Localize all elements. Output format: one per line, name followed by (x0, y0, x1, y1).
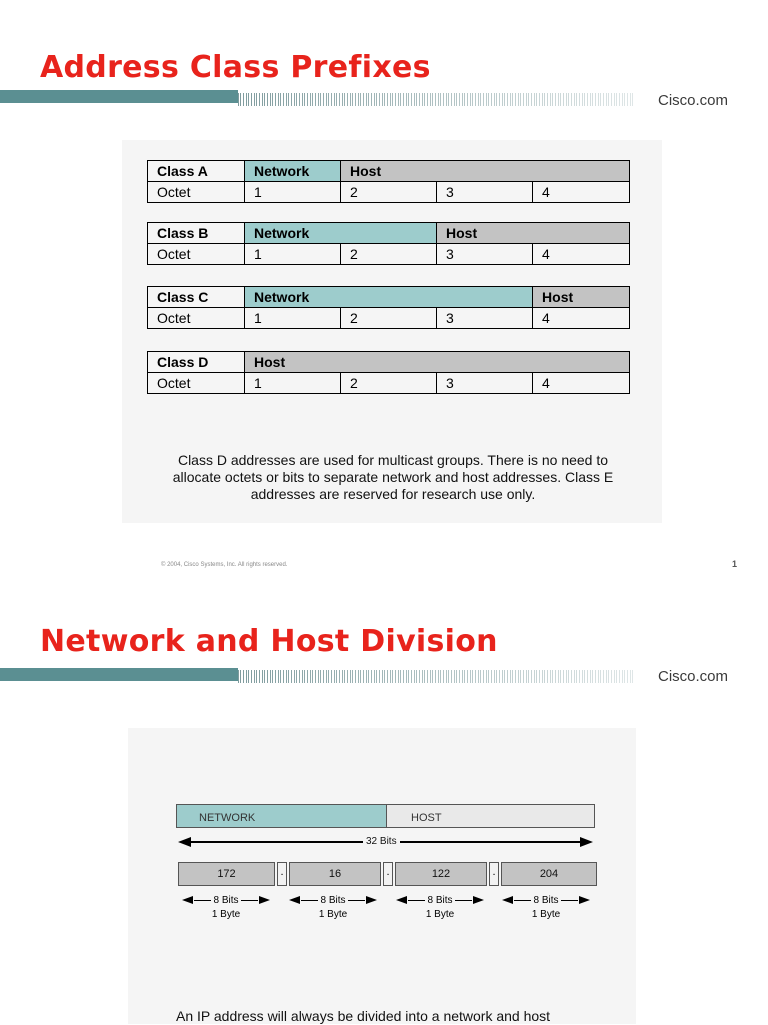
octet-cell: 3 (437, 308, 533, 329)
octet-cell: 2 (341, 182, 437, 203)
octet-cell: 2 (341, 244, 437, 265)
octet-bits-marker (392, 895, 488, 925)
slide-title: Address Class Prefixes (40, 50, 431, 85)
class-d-table (147, 351, 630, 394)
octet-label: Octet (148, 373, 245, 394)
octet-separator: . (383, 862, 393, 886)
class-label: Class B (148, 223, 245, 244)
network-segment: NETWORK (176, 804, 387, 828)
class-a-table (147, 160, 630, 203)
octet-box: 204 (501, 862, 597, 886)
octet-cell: 3 (437, 244, 533, 265)
octet-cell: 4 (533, 373, 630, 394)
decorative-barcode-strip (238, 93, 633, 106)
title-underline-bar (0, 90, 238, 103)
class-label: Class D (148, 352, 245, 373)
bits-label: 8 Bits (427, 895, 453, 906)
octet-box: 122 (395, 862, 487, 886)
octet-bits-marker (178, 895, 274, 925)
copyright-text: © 2004, Cisco Systems, Inc. All rights reserved. (161, 562, 288, 568)
host-cell: Host (341, 161, 630, 182)
host-segment: HOST (386, 804, 595, 828)
bits-label: 8 Bits (213, 895, 239, 906)
network-cell: Network (245, 223, 437, 244)
octet-bits-marker (285, 895, 381, 925)
host-cell: Host (533, 287, 630, 308)
class-c-table (147, 286, 630, 329)
slide-title: Network and Host Division (40, 624, 498, 659)
page-number: 1 (732, 559, 738, 569)
total-bits-label: 32 Bits (363, 836, 400, 847)
network-cell: Network (245, 287, 533, 308)
byte-label: 1 Byte (318, 909, 348, 920)
octet-box: 16 (289, 862, 381, 886)
caption-text: An IP address will always be divided into a network and host (176, 1008, 551, 1024)
bits-label: 8 Bits (533, 895, 559, 906)
octet-cell: 1 (245, 182, 341, 203)
octet-cell: 4 (533, 244, 630, 265)
host-cell: Host (245, 352, 630, 373)
byte-label: 1 Byte (211, 909, 241, 920)
class-b-table (147, 222, 630, 265)
brand-label: Cisco.com (658, 668, 729, 685)
octet-cell: 1 (245, 373, 341, 394)
class-label: Class C (148, 287, 245, 308)
octet-separator: . (277, 862, 287, 886)
octet-cell: 2 (341, 308, 437, 329)
octet-box: 172 (178, 862, 275, 886)
brand-label: Cisco.com (658, 92, 729, 109)
octet-cell: 4 (533, 308, 630, 329)
note-line: Class D addresses are used for multicast groups. There is no need to (177, 452, 609, 468)
byte-label: 1 Byte (531, 909, 561, 920)
byte-label: 1 Byte (425, 909, 455, 920)
octet-separator: . (489, 862, 499, 886)
title-underline-bar (0, 668, 238, 681)
note-line: addresses are reserved for research use only. (250, 486, 536, 502)
octet-label: Octet (148, 182, 245, 203)
arrow-right-icon (580, 837, 593, 847)
class-d-note (150, 452, 636, 503)
decorative-barcode-strip (238, 670, 633, 683)
octet-cell: 4 (533, 182, 630, 203)
bits-label: 8 Bits (320, 895, 346, 906)
octet-label: Octet (148, 308, 245, 329)
class-label: Class A (148, 161, 245, 182)
network-cell: Network (245, 161, 341, 182)
octet-cell: 3 (437, 182, 533, 203)
octet-cell: 1 (245, 244, 341, 265)
octet-label: Octet (148, 244, 245, 265)
octet-cell: 3 (437, 373, 533, 394)
note-line: allocate octets or bits to separate network and host addresses. Class E (172, 469, 614, 485)
octet-cell: 2 (341, 373, 437, 394)
octet-bits-marker (498, 895, 594, 925)
host-cell: Host (437, 223, 630, 244)
octet-cell: 1 (245, 308, 341, 329)
